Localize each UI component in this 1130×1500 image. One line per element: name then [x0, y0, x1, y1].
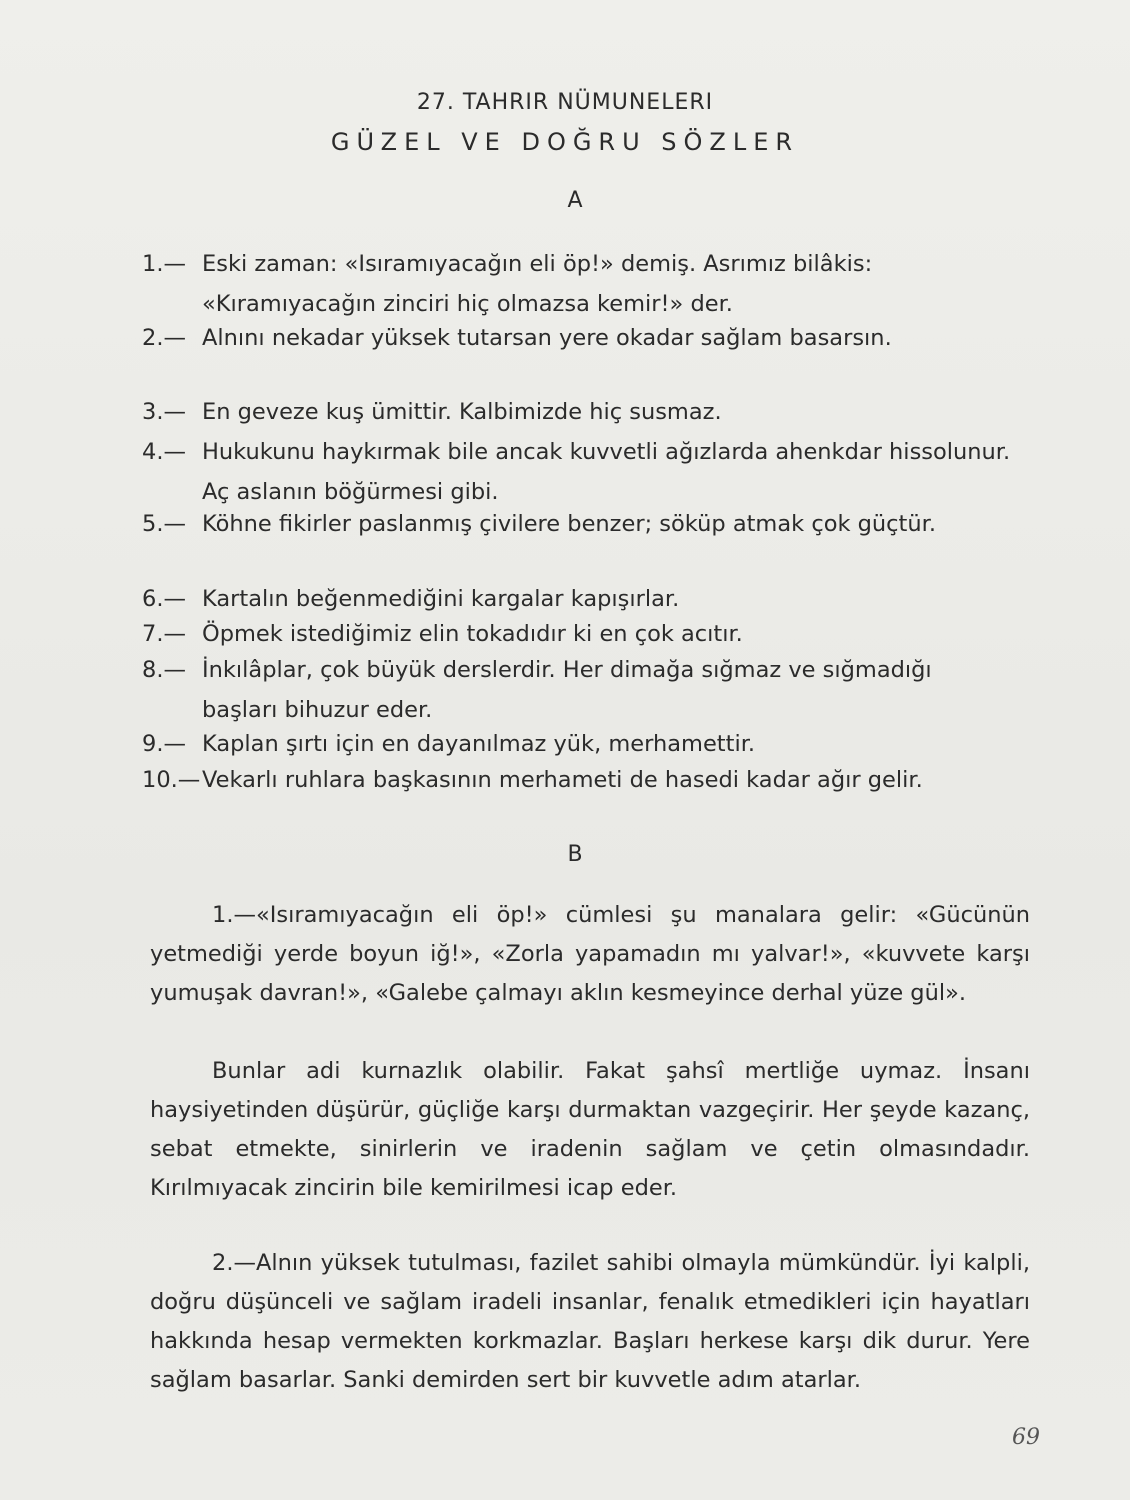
item-text: En geveze kuş ümittir. Kalbimizde hiç susmaz.	[202, 399, 722, 425]
item-text: Hukukunu haykırmak bile ancak kuvvetli ağızlarda ahenkdar hissolunur. Aç aslanın böğürmesi gibi.	[202, 439, 1011, 505]
chapter-subtitle: GÜZEL VE DOĞRU SÖZLER	[330, 128, 800, 156]
section-a-heading: A	[567, 188, 583, 213]
item-text: İnkılâplar, çok büyük derslerdir. Her dimağa sığmaz ve sığmadığı başları bihuzur eder.	[202, 657, 932, 723]
item-number: 9.—	[142, 731, 186, 757]
item-number: 6.—	[142, 586, 186, 612]
section-b-heading: B	[567, 842, 583, 867]
page-number: 69	[1012, 1425, 1040, 1450]
paragraph: 2.—Alnın yüksek tutulması, fazilet sahibi olmayla mümkündür. İyi kalpli, doğru düşünceli ve sağlam iradeli insanlar, fenalık etmedikleri için hayatları hakkında hesap vermekten korkmazlar. Başları herkese karşı dik durur. Yere sağlam basarlar. Sanki demirden sert bir kuvvetle adım atarlar.	[150, 1250, 1030, 1393]
item-text: Vekarlı ruhlara başkasının merhameti de hasedi kadar ağır gelir.	[202, 767, 923, 793]
chapter-title: 27. TAHRIR NÜMUNELERI	[416, 90, 714, 115]
item-number: 5.—	[142, 511, 186, 537]
item-number: 4.—	[142, 439, 186, 465]
item-text: Alnını nekadar yüksek tutarsan yere okadar sağlam basarsın.	[202, 325, 892, 351]
item-text: Kaplan şırtı için en dayanılmaz yük, merhamettir.	[202, 731, 756, 757]
paragraph: 1.—«Isıramıyacağın eli öp!» cümlesi şu manalara gelir: «Gücünün yetmediği yerde boyun iğ!», «Zorla yapamadın mı yalvar!», «kuvvete karşı yumuşak davran!», «Galebe çalmayı aklın kesmeyince derhal yüze gül».	[150, 902, 1030, 1006]
paragraph: Bunlar adi kurnazlık olabilir. Fakat şahsî mertliğe uymaz. İnsanı haysiyetinden düşürür, güçliğe karşı durmaktan vazgeçirir. Her şeyde kazanç, sebat etmekte, sinirlerin ve iradenin sağlam ve çetin olmasındadır. Kırılmıyacak zincirin bile kemirilmesi icap eder.	[150, 1058, 1030, 1201]
item-text: Kartalın beğenmediğini kargalar kapışırlar.	[202, 586, 680, 612]
item-text: Köhne fikirler paslanmış çivilere benzer; söküp atmak çok güçtür.	[202, 511, 936, 537]
item-number: 2.—	[142, 325, 186, 351]
item-number: 8.—	[142, 657, 186, 683]
item-text: Eski zaman: «Isıramıyacağın eli öp!» demiş. Asrımız bilâkis: «Kıramıyacağın zinciri hiç olmazsa kemir!» der.	[202, 251, 873, 317]
item-number: 7.—	[142, 621, 186, 647]
item-number: 1.—	[142, 251, 186, 277]
item-number: 3.—	[142, 399, 186, 425]
item-number: 10.—	[142, 767, 201, 793]
item-text: Öpmek istediğimiz elin tokadıdır ki en çok acıtır.	[202, 621, 743, 647]
